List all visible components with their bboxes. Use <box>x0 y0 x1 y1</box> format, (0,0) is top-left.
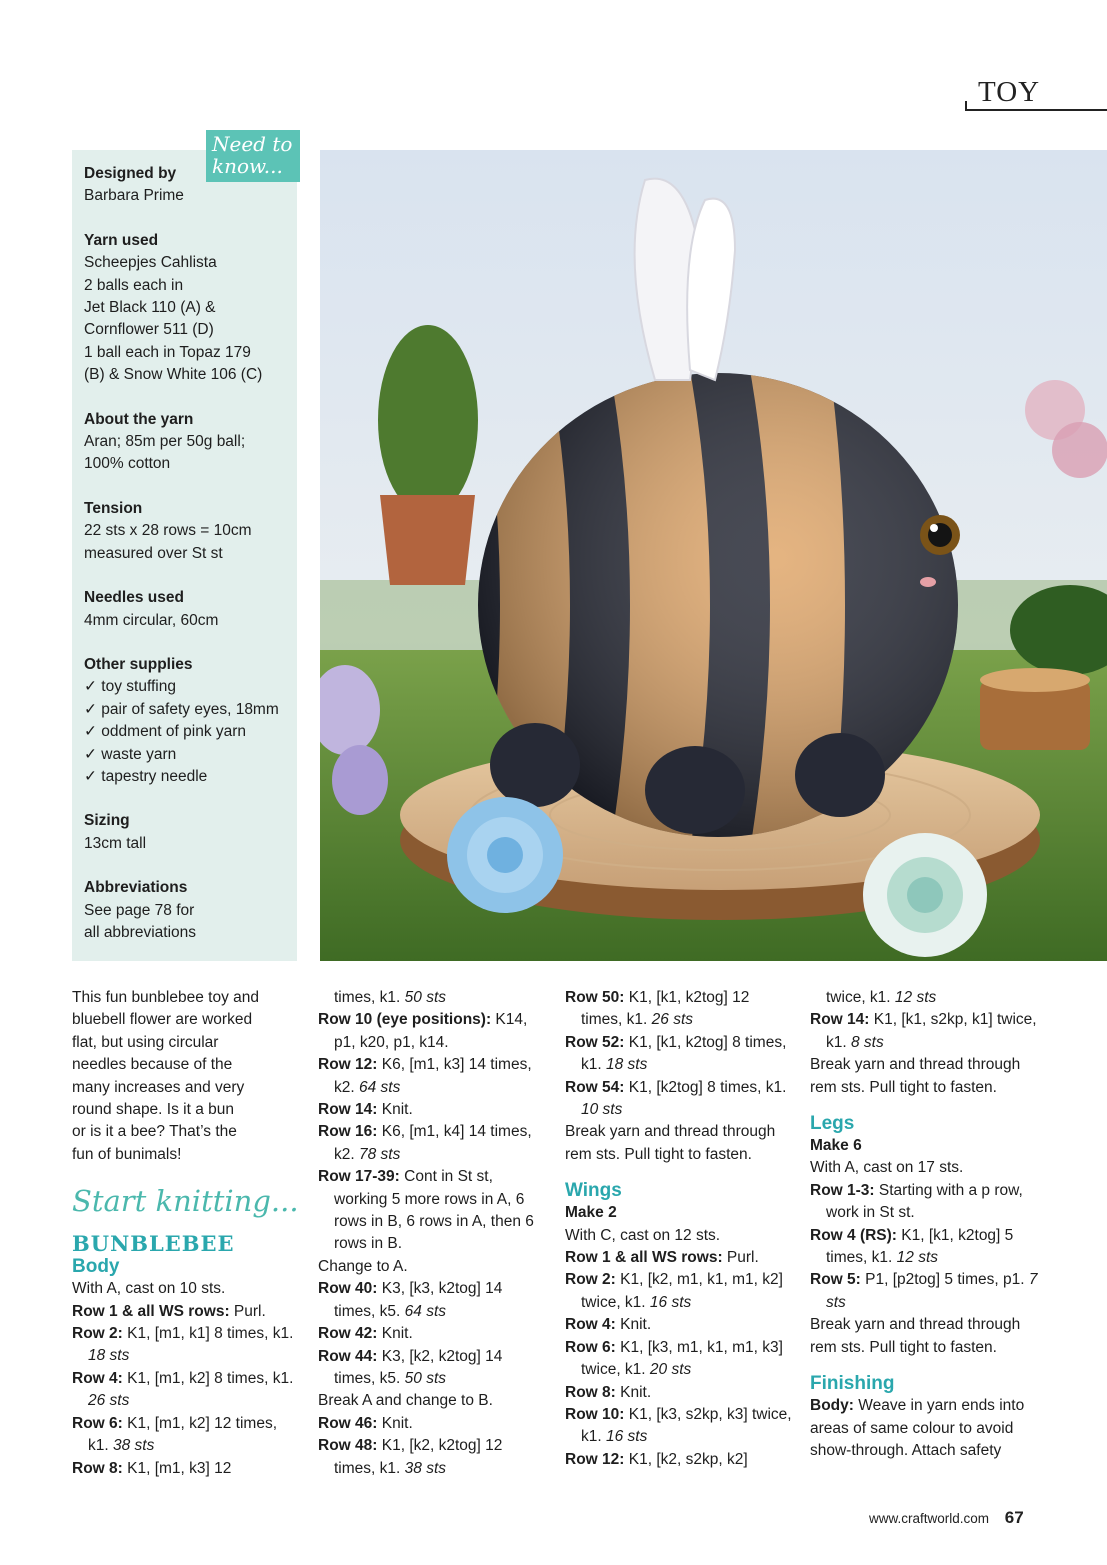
legs-row-4 <box>810 1225 1038 1270</box>
stitch-count: 16 sts <box>605 1428 648 1446</box>
body-row-1 <box>72 1301 300 1323</box>
body-row-6 <box>72 1413 300 1458</box>
row-text: P1, [p2tog] 5 times, p1. <box>860 1271 1029 1289</box>
intro-line: needles because of the <box>72 1056 233 1074</box>
ntk-section <box>84 654 294 788</box>
stitch-count: 26 sts <box>88 1392 130 1410</box>
row-text: K1, [k3, m1, k1, m1, k3] twice, k1. <box>581 1338 783 1379</box>
row-label: Row 1-3: <box>810 1181 875 1199</box>
ntk-section <box>84 409 294 476</box>
row-text: K1, [k1, k2tog] 5 times, k1. <box>826 1226 1014 1267</box>
row-text: Knit. <box>377 1325 413 1343</box>
row-text: K1, [m1, k1] 8 times, k1. <box>122 1325 294 1343</box>
ntk-line: Aran; 85m per 50g ball; <box>84 433 246 451</box>
start-knitting-heading: Start knitting... <box>72 1184 299 1219</box>
wings-row-12 <box>565 1449 793 1471</box>
row-label: Row 4: <box>72 1369 123 1387</box>
ntk-line: Cornflower 511 (D) <box>84 321 214 339</box>
legs-make: Make 6 <box>810 1137 862 1155</box>
ntk-line: 22 sts x 28 rows = 10cm <box>84 522 252 540</box>
ntk-section <box>84 877 294 944</box>
body-row-17-39 <box>318 1166 546 1256</box>
row-label: Row 48: <box>318 1437 378 1455</box>
badge-line-1: Need to <box>212 132 293 156</box>
ntk-heading: About the yarn <box>84 410 194 428</box>
stitch-count: 10 sts <box>581 1101 623 1119</box>
stitch-count: 12 sts <box>896 1249 938 1267</box>
row-label: Row 2: <box>72 1325 123 1343</box>
wings-break-text: Break yarn and thread through rem sts. Pull tight to fasten. <box>810 1056 1021 1096</box>
row-text: K6, [m1, k4] 14 times, k2. <box>334 1123 532 1163</box>
row-label: Row 12: <box>318 1056 378 1074</box>
column-4 <box>810 987 1038 1462</box>
wings-make: Make 2 <box>565 1204 617 1222</box>
section-rule <box>965 109 1107 111</box>
ntk-line: ✓ pair of safety eyes, 18mm <box>84 700 279 718</box>
column-3 <box>565 987 793 1471</box>
stitch-count: 64 sts <box>358 1078 401 1096</box>
stitch-count: 8 sts <box>850 1033 884 1051</box>
legs-cast-on: With A, cast on 17 sts. <box>810 1159 964 1177</box>
legs-heading: Legs <box>810 1113 855 1135</box>
body-row-14 <box>318 1099 546 1121</box>
change-to-a: Change to A. <box>318 1257 408 1275</box>
body-row-46 <box>318 1413 546 1435</box>
stitch-count: 20 sts <box>649 1361 692 1379</box>
row-label: Row 5: <box>810 1271 861 1289</box>
body-row-2 <box>72 1323 300 1368</box>
row-label: Row 1 & all WS rows: <box>72 1302 230 1320</box>
ntk-line: (B) & Snow White 106 (C) <box>84 366 263 384</box>
wings-row-10 <box>565 1404 793 1449</box>
intro-line: fun of bunimals! <box>72 1145 182 1163</box>
row-text: K1, [k3, s2kp, k3] twice, k1. <box>581 1405 792 1446</box>
row-label: Row 8: <box>565 1383 616 1401</box>
row-text: Purl. <box>229 1302 266 1320</box>
ntk-line: all abbreviations <box>84 923 197 941</box>
row-label: Row 6: <box>565 1338 616 1356</box>
row-text: Knit. <box>615 1316 652 1334</box>
row-label: Row 46: <box>318 1414 378 1432</box>
row-text: K3, [k3, k2tog] 14 times, k5. <box>334 1280 503 1320</box>
wings-row-14 <box>810 1009 1038 1054</box>
ntk-section <box>84 163 294 208</box>
row-text: K1, [k2, s2kp, k2] <box>624 1450 748 1468</box>
row-label: Row 10 (eye positions): <box>318 1011 492 1029</box>
row-label: Row 8: <box>72 1459 123 1477</box>
finishing-text: Weave in yarn ends into areas of same colour to avoid show-through. Attach safety <box>810 1397 1025 1459</box>
legs-break-text: Break yarn and thread through rem sts. Pull tight to fasten. <box>810 1316 1021 1356</box>
row-label: Row 50: <box>565 989 625 1006</box>
row-label: Row 4: <box>565 1316 616 1334</box>
row-label: Row 54: <box>565 1078 625 1096</box>
row-text: Cont in St st, working 5 more rows in A, 6 rows in B, 6 rows in A, then 6 rows in B. <box>334 1168 534 1253</box>
finishing-body <box>810 1395 1038 1462</box>
stitch-count: 78 sts <box>358 1145 401 1163</box>
body-row-4 <box>72 1368 300 1413</box>
body-break-text: Break yarn and thread through rem sts. Pull tight to fasten. <box>565 1123 776 1163</box>
ntk-section <box>84 587 294 632</box>
row-text: Starting with a p row, work in St st. <box>826 1181 1023 1222</box>
row-text: K1, [m1, k3] 12 <box>122 1459 232 1477</box>
intro-line: bluebell flower are worked <box>72 1011 253 1029</box>
row-label: Row 14: <box>810 1011 870 1029</box>
row-text: Knit. <box>615 1383 652 1401</box>
stitch-count: 16 sts <box>649 1293 692 1311</box>
row-label: Row 42: <box>318 1325 378 1343</box>
row-text: K14, p1, k20, p1, k14. <box>334 1011 528 1051</box>
stitch-count: 7 sts <box>826 1271 1038 1311</box>
ntk-section <box>84 810 294 855</box>
footer <box>869 1508 1024 1528</box>
ntk-line: Scheepjes Cahlista <box>84 254 217 272</box>
ntk-line: ✓ toy stuffing <box>84 678 176 696</box>
body-row-54 <box>565 1077 793 1122</box>
body-row-48 <box>318 1435 546 1480</box>
row-text: K3, [k2, k2tog] 14 times, k5. <box>334 1347 503 1387</box>
stitch-count: 38 sts <box>112 1437 155 1455</box>
ntk-heading: Tension <box>84 499 143 517</box>
stitch-count: 38 sts <box>404 1459 446 1477</box>
ntk-line: Barbara Prime <box>84 187 184 205</box>
footer-url[interactable]: www.craftworld.com <box>869 1511 990 1526</box>
intro-line: round shape. Is it a bun <box>72 1101 235 1119</box>
ntk-line: See page 78 for <box>84 901 195 919</box>
row-label: Row 2: <box>565 1271 616 1289</box>
row-8-continued <box>318 987 546 1009</box>
wings-row-1 <box>565 1247 793 1269</box>
ntk-section <box>84 498 294 565</box>
stitch-count: 18 sts <box>88 1347 130 1365</box>
row-label: Row 16: <box>318 1123 378 1141</box>
column-1 <box>72 987 300 1480</box>
stitch-count: 64 sts <box>404 1302 446 1320</box>
row-label: Row 1 & all WS rows: <box>565 1249 723 1267</box>
ntk-line: 2 balls each in <box>84 276 184 294</box>
ntk-section <box>84 230 294 387</box>
ntk-heading: Other supplies <box>84 655 193 673</box>
body-row-52 <box>565 1032 793 1077</box>
row-text: K1, [k2tog] 8 times, k1. <box>624 1078 787 1096</box>
ntk-heading: Sizing <box>84 812 130 830</box>
body-row-42 <box>318 1323 546 1345</box>
row-label: Row 40: <box>318 1280 378 1298</box>
ntk-heading: Needles used <box>84 589 184 607</box>
ntk-line: measured over St st <box>84 544 223 562</box>
bumblebee-photo <box>320 150 1107 961</box>
finishing-heading: Finishing <box>810 1373 895 1395</box>
wings-row-2 <box>565 1269 793 1314</box>
row-label: Row 10: <box>565 1405 625 1423</box>
row-label: Row 6: <box>72 1414 123 1432</box>
row-text: Purl. <box>722 1249 759 1267</box>
stitch-count: 26 sts <box>651 1011 693 1029</box>
ntk-line: 1 ball each in Topaz 179 <box>84 343 251 361</box>
ntk-line: Jet Black 110 (A) & <box>84 299 216 317</box>
bunblebee-heading: BUNBLEBEE <box>72 1231 235 1257</box>
row-text: K6, [m1, k3] 14 times, k2. <box>334 1056 532 1096</box>
row-text: Knit. <box>377 1414 413 1432</box>
ntk-line: ✓ tapestry needle <box>84 767 208 785</box>
row-label: Row 12: <box>565 1450 625 1468</box>
row-label: Row 44: <box>318 1347 378 1365</box>
row-text: K1, [m1, k2] 8 times, k1. <box>122 1369 294 1387</box>
ntk-heading: Designed by <box>84 165 177 182</box>
body-row-16 <box>318 1121 546 1166</box>
body-row-44 <box>318 1346 546 1391</box>
body-row-40 <box>318 1278 546 1323</box>
ntk-heading: Yarn used <box>84 231 159 249</box>
intro-line: or is it a bee? That’s the <box>72 1123 237 1141</box>
row-label: Row 17-39: <box>318 1168 400 1186</box>
wings-cast-on: With C, cast on 12 sts. <box>565 1226 721 1244</box>
legs-row-1-3 <box>810 1180 1038 1225</box>
body-row-10 <box>318 1009 546 1054</box>
ntk-line: 100% cotton <box>84 455 171 473</box>
wings-heading: Wings <box>565 1180 622 1202</box>
ntk-line: 4mm circular, 60cm <box>84 611 219 629</box>
row-text: K1, [k1, k2tog] 12 times, k1. <box>581 989 750 1029</box>
column-2 <box>318 987 546 1480</box>
row-text: K1, [k1, k2tog] 8 times, k1. <box>581 1033 787 1074</box>
row-label: Row 52: <box>565 1033 625 1051</box>
body-row-50 <box>565 987 793 1032</box>
intro-text <box>72 987 300 1166</box>
page-number: 67 <box>1004 1508 1024 1527</box>
intro-line: many increases and very <box>72 1078 245 1096</box>
body-row-8 <box>72 1458 300 1480</box>
intro-line: flat, but using circular <box>72 1033 219 1051</box>
body-row-12 <box>318 1054 546 1099</box>
break-a: Break A and change to B. <box>318 1392 493 1410</box>
row-label: Row 14: <box>318 1101 378 1119</box>
ntk-heading: Abbreviations <box>84 879 188 897</box>
stitch-count: 50 sts <box>404 1369 446 1387</box>
stitch-count: 12 sts <box>894 989 937 1006</box>
badge-line-2: know... <box>212 154 283 178</box>
row-text: K1, [k1, s2kp, k1] twice, k1. <box>826 1011 1037 1051</box>
intro-line: This fun bunblebee toy and <box>72 989 259 1006</box>
row-text: Knit. <box>377 1101 413 1119</box>
row-text: times, k1. <box>334 989 405 1006</box>
wings-row-12-continued <box>810 987 1038 1009</box>
need-to-know-content <box>84 163 294 966</box>
row-text: K1, [k2, m1, k1, m1, k2] twice, k1. <box>581 1271 783 1311</box>
stitch-count: 18 sts <box>605 1056 648 1074</box>
legs-row-5 <box>810 1269 1038 1314</box>
body-cast-on: With A, cast on 10 sts. <box>72 1280 226 1298</box>
ntk-line: 13cm tall <box>84 834 147 852</box>
row-text: K1, [k2, k2tog] 12 times, k1. <box>334 1437 503 1477</box>
ntk-line: ✓ waste yarn <box>84 745 177 763</box>
row-text: twice, k1. <box>826 989 895 1006</box>
section-tag: TOY <box>978 76 1041 108</box>
wings-row-4 <box>565 1314 793 1336</box>
wings-row-6 <box>565 1337 793 1382</box>
row-label: Row 4 (RS): <box>810 1226 897 1244</box>
stitch-count: 50 sts <box>404 989 446 1006</box>
wings-row-8 <box>565 1382 793 1404</box>
body-heading: Body <box>72 1256 120 1278</box>
finishing-label: Body: <box>810 1397 854 1415</box>
ntk-line: ✓ oddment of pink yarn <box>84 723 247 741</box>
row-text: K1, [m1, k2] 12 times, k1. <box>88 1414 278 1455</box>
